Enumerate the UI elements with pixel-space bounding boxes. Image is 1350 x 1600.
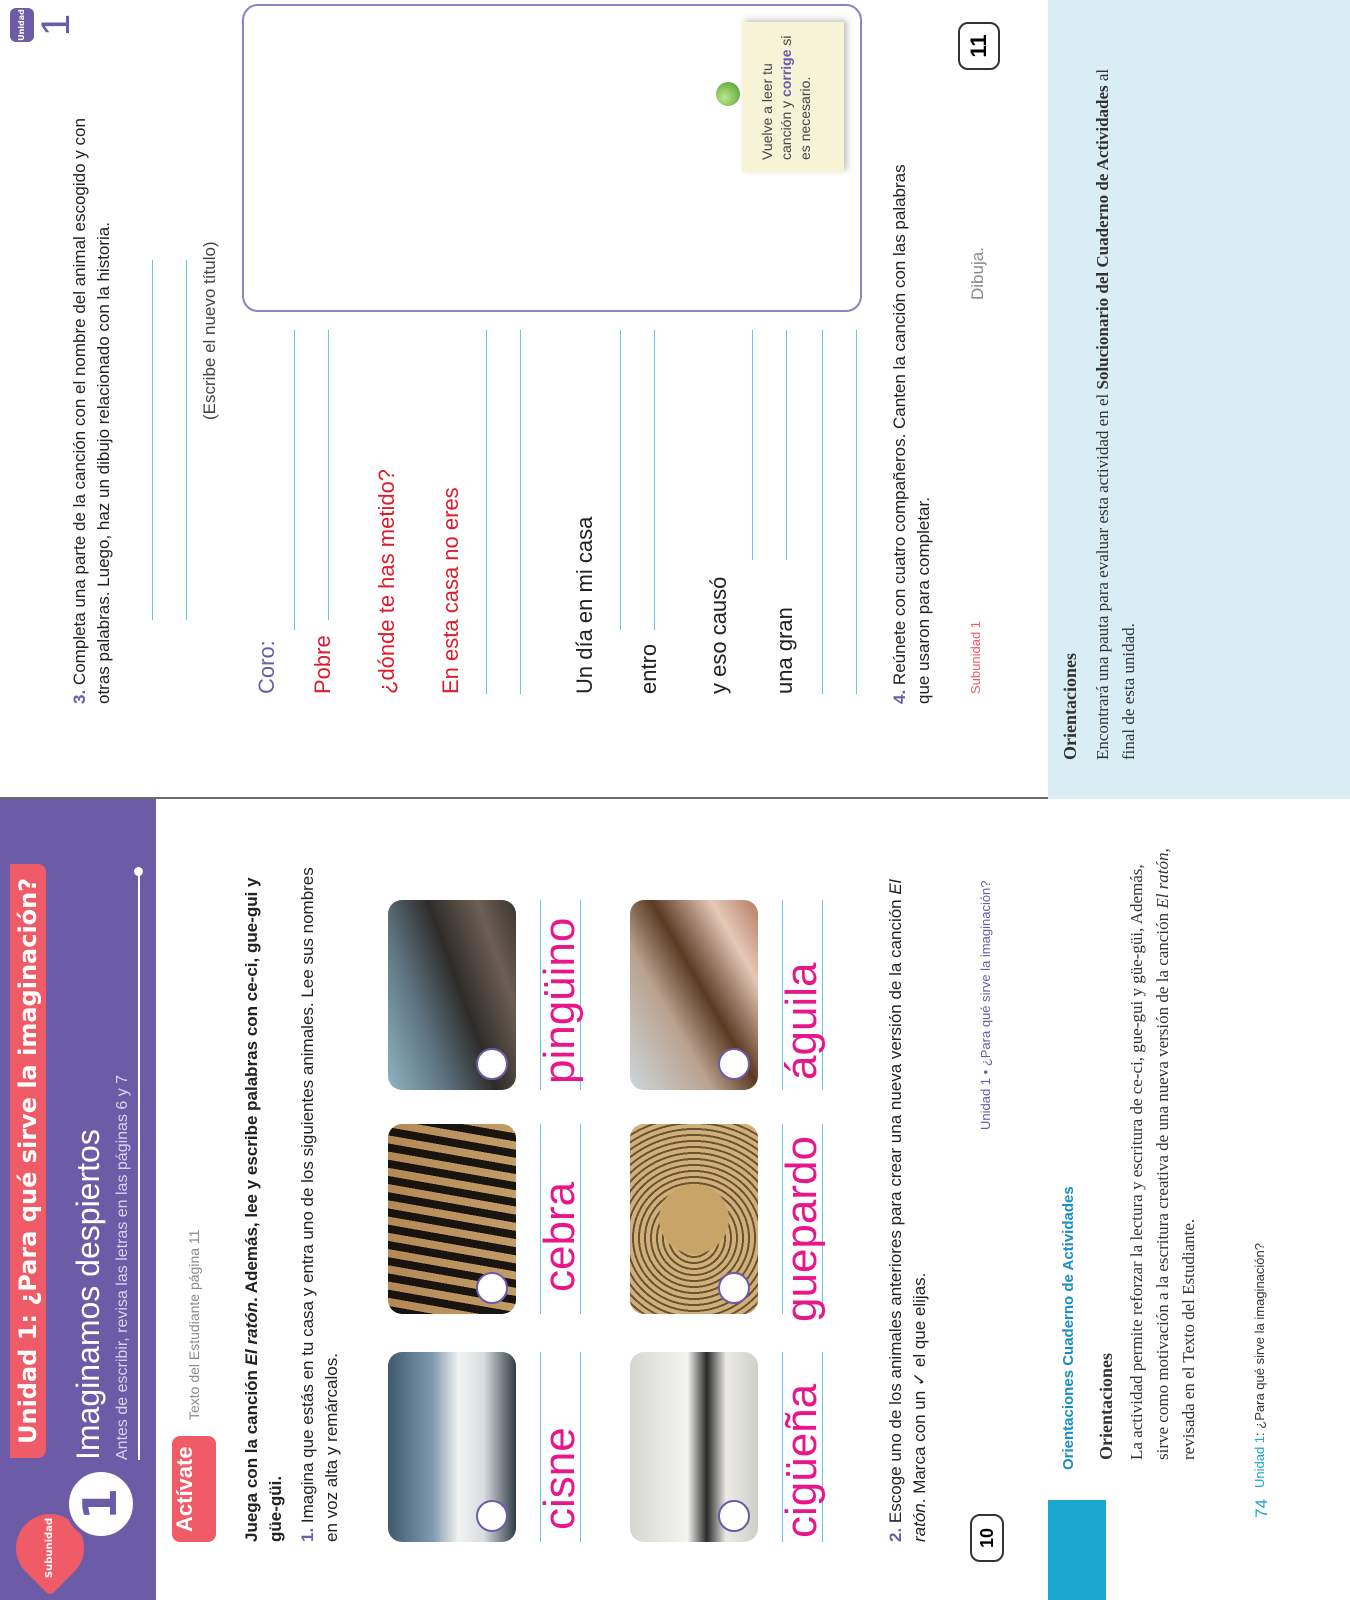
unit-badge: Unidad — [10, 8, 34, 42]
lesson-subtitle: Antes de escribir, revisa las letras en las páginas 6 y 7 — [114, 1074, 131, 1460]
guide-right-bold: Solucionario del Cuaderno de Actividades — [1093, 85, 1112, 390]
activity-intro — [240, 872, 288, 1542]
guide-left-text-b: , revisada en el Texto del Estudiante. — [1153, 848, 1198, 1460]
sticky-text-b: si es necesario. — [778, 35, 813, 160]
unit-digit: 1 — [34, 13, 78, 37]
question-2-text-a: Escoge uno de los animales anteriores para crear una nueva versión de la canción — [886, 894, 905, 1524]
page-number-right: 11 — [958, 22, 1000, 70]
lyric-write-line[interactable] — [520, 330, 521, 694]
lyric-y-eso: y eso causó — [706, 576, 731, 694]
left-page-footer: Unidad 1 • ¿Para qué sirve la imaginación? — [978, 880, 993, 1130]
guide-tab — [1048, 1500, 1106, 1600]
guide-heading-right: Orientaciones — [1060, 653, 1080, 760]
title-write-line[interactable] — [186, 260, 187, 620]
guide-left-text-a: La actividad permite reforzar la lectura y escritura de ce-ci, gue-gui y güe-güi, Además, sirve como motivación a la escritura creativa de una nueva versión de la canción — [1127, 864, 1172, 1460]
zebra-photo — [388, 1124, 516, 1314]
left-page — [0, 799, 1048, 1600]
lyric-un-dia: Un día en mi casa — [572, 516, 597, 694]
lyric-write-line[interactable] — [856, 330, 857, 694]
question-1-number: 1. — [298, 1527, 317, 1542]
lyric-write-line[interactable] — [328, 330, 329, 620]
penguin-photo — [388, 900, 516, 1090]
lyric-write-line[interactable] — [752, 330, 753, 560]
question-4-text: Reúnete con cuatro compañeros. Canten la canción con las palabras que usaron para completar. — [890, 164, 933, 704]
select-circle-cebra[interactable] — [476, 1272, 508, 1304]
subunit-label: Subunidad — [44, 1517, 55, 1579]
lyric-write-line[interactable] — [620, 330, 621, 630]
stork-photo — [630, 1352, 758, 1542]
drawing-label: Dibuja. — [968, 247, 987, 300]
animal-word-cisne: cisne — [535, 1427, 584, 1530]
intro-part-a: Juega con la canción — [242, 1365, 261, 1542]
guide-right-text-b: al final de esta unidad. — [1093, 68, 1138, 760]
guide-page-number: 74 — [1252, 1499, 1271, 1518]
lyric-entro: entro — [636, 643, 661, 694]
lyric-write-line[interactable] — [654, 330, 655, 630]
question-3-number: 3. — [70, 689, 89, 704]
lyric-write-line[interactable] — [486, 330, 487, 694]
new-title-hint: (Escribe el nuevo título) — [200, 241, 219, 420]
lyric-write-line[interactable] — [786, 330, 787, 560]
swan-photo — [388, 1352, 516, 1542]
student-text-reference: Texto del Estudiante página 11 — [186, 1229, 202, 1420]
question-3-text: Completa una parte de la canción con el nombre del animal escogido y con otras palabras. Luego, haz un dibujo relacionado con la historia. — [70, 118, 113, 704]
guide-footer-text: : ¿Para qué sirve la imaginación? — [1252, 1243, 1267, 1436]
guide-title: Orientaciones Cuaderno de Actividades — [1060, 1186, 1077, 1470]
pushpin-icon — [716, 82, 740, 106]
question-3 — [68, 104, 116, 704]
sticky-note-text — [758, 30, 815, 160]
intro-part-b: . Además, lee y escribe palabras con ce-ci, gue-gui y güe-güi. — [242, 877, 285, 1542]
page-number-left: 10 — [970, 1514, 1004, 1562]
lyric-pobre: Pobre — [310, 635, 335, 694]
guide-body-left — [1124, 840, 1202, 1460]
lyric-coro: Coro: — [254, 640, 279, 694]
eagle-photo — [630, 900, 758, 1090]
guide-body-right — [1090, 60, 1142, 760]
animal-word-ciguena: cigüeña — [777, 1383, 826, 1538]
lesson-title: Imaginamos despiertos — [70, 1129, 106, 1460]
lyric-write-line[interactable] — [822, 330, 823, 694]
cheetah-photo — [630, 1124, 758, 1314]
activate-tag: Actívate — [172, 1436, 216, 1542]
select-circle-aguila[interactable] — [718, 1048, 750, 1080]
guide-footer-unit: Unidad 1 — [1252, 1435, 1267, 1488]
question-2-number: 2. — [886, 1527, 905, 1542]
guide-right-text-a: Encontrará una pauta para evaluar esta actividad en el — [1093, 389, 1112, 760]
question-2-text-b: . Marca con un ✓ el que elijas. — [910, 1272, 929, 1504]
animal-word-guepardo: guepardo — [777, 1136, 826, 1322]
select-circle-cisne[interactable] — [476, 1500, 508, 1532]
guide-footer — [1252, 1243, 1267, 1488]
sticky-text-bold: corrige — [778, 49, 794, 97]
select-circle-pinguino[interactable] — [476, 1048, 508, 1080]
select-circle-ciguena[interactable] — [718, 1500, 750, 1532]
animal-word-pinguino: pingüino — [535, 917, 584, 1084]
question-1-text: Imagina que estás en tu casa y entra uno de los siguientes animales. Lee sus nombres en voz alta y remárcalos. — [298, 867, 341, 1542]
question-1 — [296, 852, 344, 1542]
animal-word-aguila: águila — [777, 962, 826, 1080]
question-2 — [884, 852, 932, 1542]
header-divider — [138, 872, 140, 1460]
title-write-line[interactable] — [152, 260, 153, 620]
guide-left-song-title: El ratón — [1153, 852, 1172, 909]
guide-heading-left: Orientaciones — [1096, 1353, 1116, 1460]
lyric-en-esta: En esta casa no eres — [438, 487, 463, 694]
question-2-song-title: El ratón — [886, 879, 929, 1542]
right-page-footer: Subunidad 1 — [968, 620, 983, 694]
select-circle-guepardo[interactable] — [718, 1272, 750, 1304]
intro-song-title: El ratón — [242, 1302, 261, 1366]
sticky-text-a: Vuelve a leer tu canción y — [759, 63, 794, 160]
question-4 — [888, 144, 936, 704]
lyric-donde: ¿dónde te has metido? — [374, 468, 399, 694]
lyric-una-gran: una gran — [772, 607, 797, 694]
lyric-write-line[interactable] — [294, 330, 295, 630]
animal-word-cebra: cebra — [535, 1181, 584, 1292]
unit-title: Unidad 1: ¿Para qué sirve la imaginación? — [10, 864, 46, 1458]
subunit-number: 1 — [73, 1488, 127, 1521]
question-4-number: 4. — [890, 689, 909, 704]
header-divider-dot — [134, 867, 143, 876]
